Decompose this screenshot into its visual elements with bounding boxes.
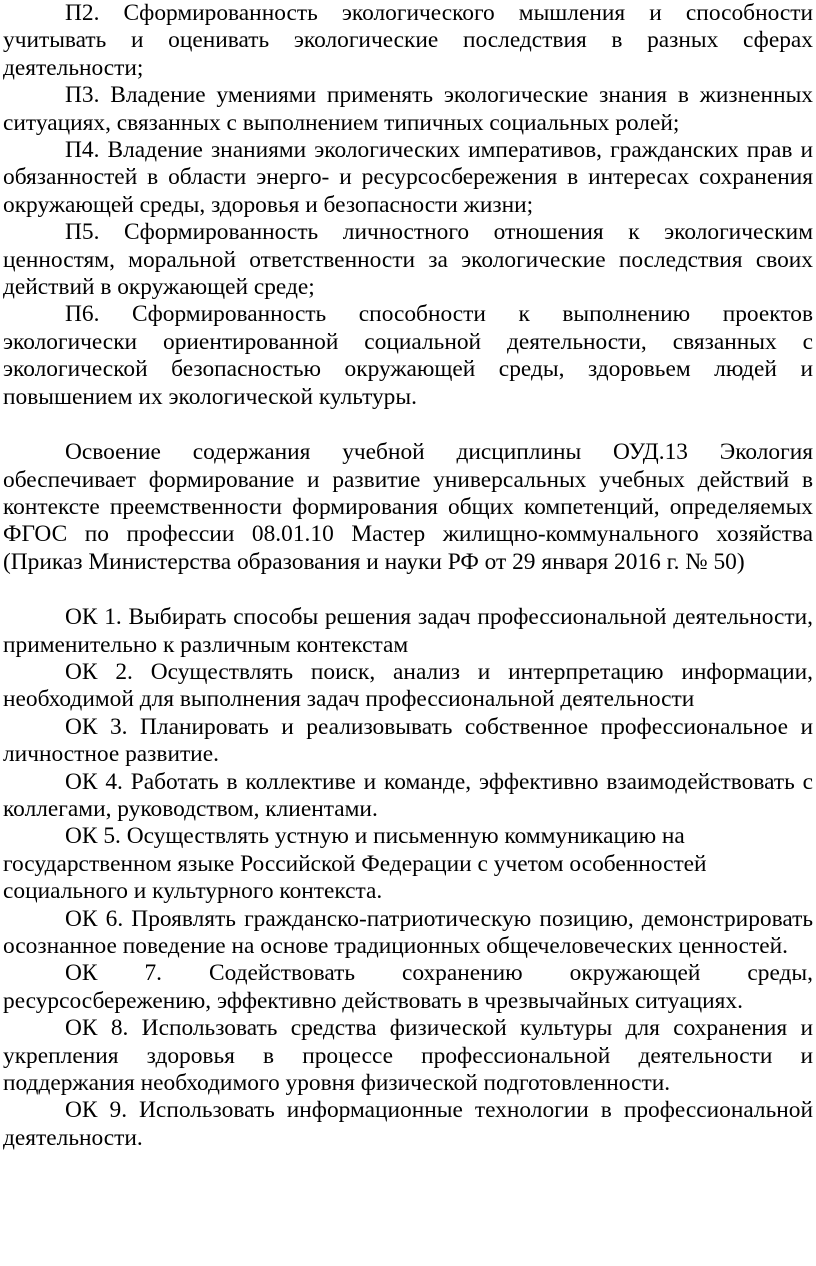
result-p6: П6. Сформированность способности к выполнению проектов экологически ориентированной социальной деятельности, связанных с экологической безопасностью окружающей среды, здоровьем людей и повышением их экологической культуры. — [3, 301, 813, 410]
competency-ok8: ОК 8. Использовать средства физической культуры для сохранения и укрепления здоровья в процессе профессиональной деятельности и поддержания необходимого уровня физической подготовленности. — [3, 1015, 813, 1097]
intro-paragraph: Освоение содержания учебной дисциплины ОУД.13 Экология обеспечивает формирование и развитие универсальных учебных действий в контексте преемственности формирования общих компетенций, определяемых ФГОС по профессии 08.01.10 Мастер жилищно-коммунального хозяйства (Приказ Министерства образования и науки РФ от 29 января 2016 г. № 50) — [3, 439, 813, 575]
result-p5: П5. Сформированность личностного отношения к экологическим ценностям, моральной ответственности за экологические последствия своих действий в окружающей среде; — [3, 219, 813, 301]
result-p4: П4. Владение знаниями экологических императивов, гражданских прав и обязанностей в области энерго- и ресурсосбережения в интересах сохранения окружающей среды, здоровья и безопасности жизни; — [3, 137, 813, 218]
competency-ok6: ОК 6. Проявлять гражданско-патриотическую позицию, демонстрировать осознанное поведение на основе традиционных общечеловеческих ценностей. — [3, 905, 813, 959]
subject-results-list — [3, 0, 813, 411]
intro-section — [3, 439, 813, 576]
competency-ok1: ОК 1. Выбирать способы решения задач профессиональной деятельности, применительно к различным контекстам — [3, 604, 813, 658]
result-p2: П2. Сформированность экологического мышления и способности учитывать и оценивать экологические последствия в разных сферах деятельности; — [3, 0, 813, 81]
competency-ok5: ОК 5. Осуществлять устную и письменную коммуникацию на государственном языке Российской Федерации с учетом особенностей социального и культурного контекста. — [3, 823, 707, 905]
competency-ok3: ОК 3. Планировать и реализовывать собственное профессиональное и личностное развитие. — [3, 713, 813, 768]
competency-ok9: ОК 9. Использовать информационные технологии в профессиональной деятельности. — [3, 1097, 813, 1151]
result-p3: П3. Владение умениями применять экологические знания в жизненных ситуациях, связанных с выполнением типичных социальных ролей; — [3, 82, 813, 136]
competencies-list — [3, 604, 813, 1152]
document-page — [3, 0, 813, 1152]
competency-ok4: ОК 4. Работать в коллективе и команде, эффективно взаимодействовать с коллегами, руководством, клиентами. — [3, 768, 813, 822]
competency-ok2: ОК 2. Осуществлять поиск, анализ и интерпретацию информации, необходимой для выполнения задач профессиональной деятельности — [3, 658, 813, 713]
competency-ok7: ОК 7. Содействовать сохранению окружающей среды, ресурсосбережению, эффективно действовать в чрезвычайных ситуациях. — [3, 960, 813, 1014]
